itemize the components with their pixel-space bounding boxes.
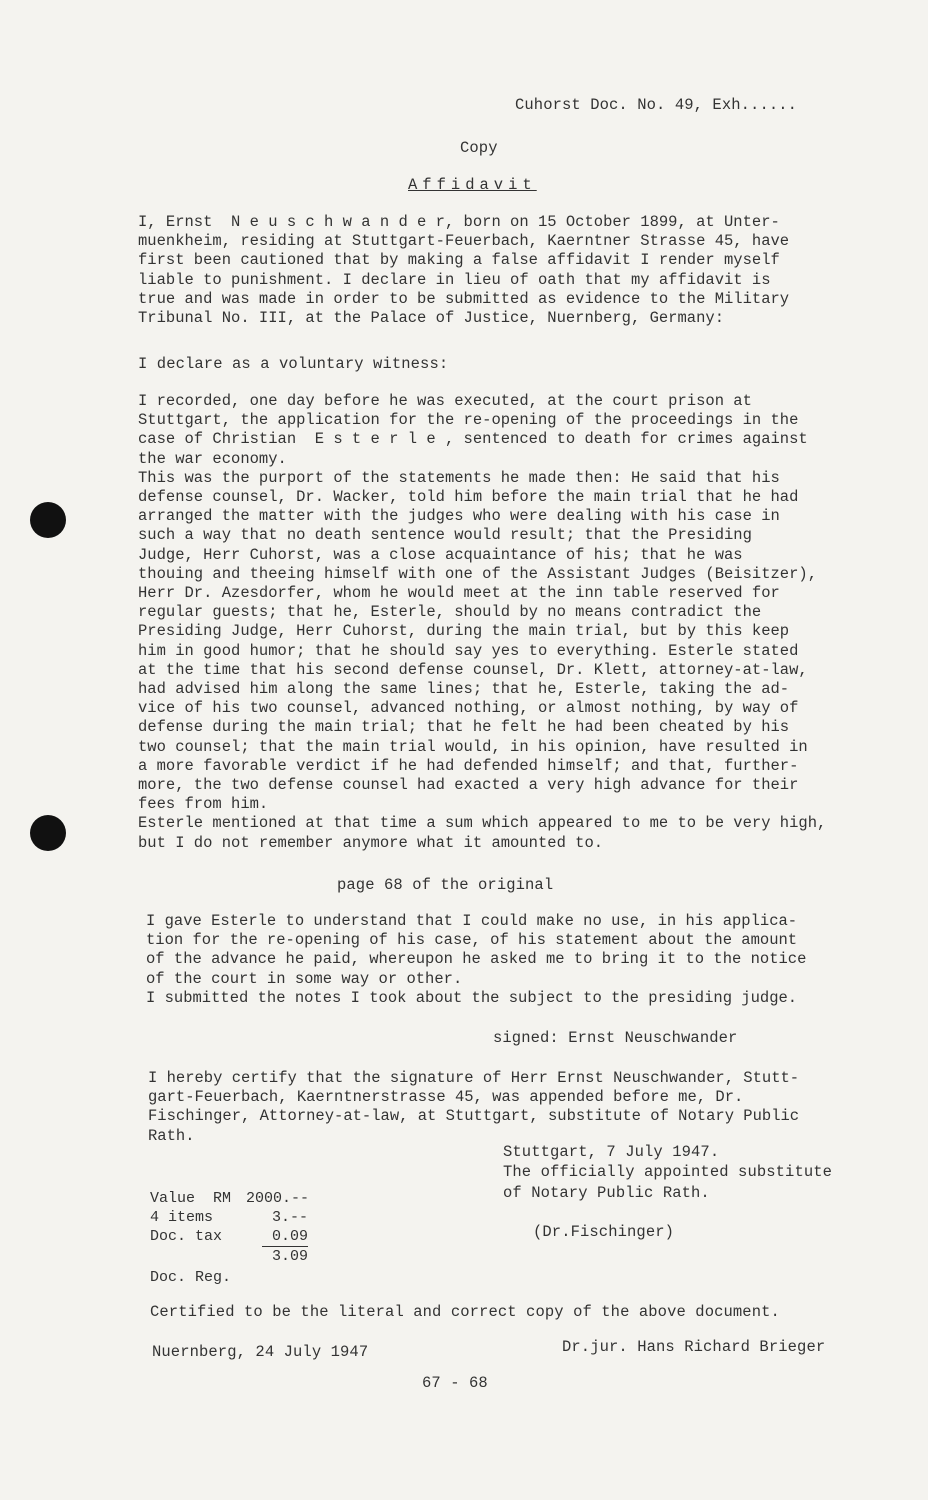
footer-place-date: Nuernberg, 24 July 1947 bbox=[152, 1343, 369, 1361]
notary-name: (Dr.Fischinger) bbox=[533, 1223, 675, 1241]
text-line: him in good humor; that he should say yes to everything. Esterle stated bbox=[138, 641, 799, 660]
text-line: thouing and theeing himself with one of the Assistant Judges (Beisitzer), bbox=[138, 564, 818, 583]
text-line: Esterle mentioned at that time a sum which appeared to me to be very high, bbox=[138, 814, 827, 833]
text-line: Stuttgart, the application for the re-opening of the proceedings in the bbox=[138, 411, 799, 430]
text-line: true and was made in order to be submitted as evidence to the Military bbox=[138, 289, 790, 308]
declare-line: I declare as a voluntary witness: bbox=[138, 355, 449, 373]
punch-hole bbox=[30, 815, 66, 851]
fee-amount: 2000.-- bbox=[246, 1190, 310, 1207]
text-line: Presiding Judge, Herr Cuhorst, during the main trial, but by this keep bbox=[138, 622, 790, 641]
signed-line: signed: Ernst Neuschwander bbox=[493, 1029, 738, 1047]
notary-role-line: of Notary Public Rath. bbox=[503, 1184, 710, 1202]
text-line: I, Ernst N e u s c h w a n d e r, born on 15 October 1899, at Unter- bbox=[138, 213, 780, 231]
text-line: the war economy. bbox=[138, 449, 287, 468]
text-line: I gave Esterle to understand that I could make no use, in his applica- bbox=[146, 912, 798, 930]
text-line: This was the purport of the statements he made then: He said that his bbox=[138, 468, 780, 487]
text-line: muenkheim, residing at Stuttgart-Feuerbach, Kaerntner Strasse 45, have bbox=[138, 232, 790, 251]
text-line: Rath. bbox=[148, 1126, 195, 1145]
text-line: I submitted the notes I took about the subject to the presiding judge. bbox=[146, 988, 798, 1007]
fee-label: Value RM bbox=[150, 1190, 232, 1207]
fee-amount: 3.-- bbox=[272, 1209, 309, 1226]
punch-hole bbox=[30, 502, 66, 538]
text-line: of the court in some way or other. bbox=[146, 969, 463, 988]
text-line: had advised him along the same lines; that he, Esterle, taking the ad- bbox=[138, 680, 790, 699]
text-line: but I do not remember anymore what it amounted to. bbox=[138, 833, 604, 852]
text-line: Herr Dr. Azesdorfer, whom he would meet at the inn table reserved for bbox=[138, 584, 780, 603]
text-line: a more favorable verdict if he had defended himself; and that, further- bbox=[138, 756, 799, 775]
text-line: fees from him. bbox=[138, 795, 269, 814]
fee-label: Doc. tax bbox=[150, 1228, 223, 1245]
text-line: arranged the matter with the judges who were dealing with his case in bbox=[138, 507, 780, 526]
text-line: I hereby certify that the signature of Herr Ernst Neuschwander, Stutt- bbox=[148, 1069, 800, 1087]
document-title: Affidavit bbox=[408, 176, 537, 194]
text-line: liable to punishment. I declare in lieu of oath that my affidavit is bbox=[138, 270, 771, 289]
fee-amount: 0.09 bbox=[272, 1228, 309, 1245]
page-note: page 68 of the original bbox=[337, 876, 554, 894]
text-line: tion for the re-opening of his case, of his statement about the amount bbox=[146, 931, 798, 950]
footer-signer: Dr.jur. Hans Richard Brieger bbox=[562, 1338, 826, 1356]
text-line: defense during the main trial; that he felt he had been cheated by his bbox=[138, 718, 790, 737]
text-line: regular guests; that he, Esterle, should by no means contradict the bbox=[138, 603, 762, 622]
text-line: first been cautioned that by making a false affidavit I render myself bbox=[138, 251, 780, 270]
text-line: two counsel; that the main trial would, in his opinion, have resulted in bbox=[138, 737, 808, 756]
text-line: at the time that his second defense counsel, Dr. Klett, attorney-at-law, bbox=[138, 660, 808, 679]
page-numbers: 67 - 68 bbox=[422, 1374, 488, 1392]
text-line: gart-Feuerbach, Kaerntnerstrasse 45, was appended before me, Dr. bbox=[148, 1088, 744, 1107]
certified-copy-line: Certified to be the literal and correct copy of the above document. bbox=[150, 1303, 780, 1321]
text-line: Tribunal No. III, at the Palace of Justice, Nuernberg, Germany: bbox=[138, 309, 724, 328]
notary-role-line: The officially appointed substitute bbox=[503, 1163, 833, 1181]
statement-paragraph bbox=[138, 392, 838, 853]
doc-reg-label: Doc. Reg. bbox=[150, 1269, 232, 1286]
text-line: defense counsel, Dr. Wacker, told him before the main trial that he had bbox=[138, 488, 799, 507]
notary-place-date: Stuttgart, 7 July 1947. bbox=[503, 1143, 720, 1161]
text-line: more, the two defense counsel had exacted a very high advance for their bbox=[138, 776, 799, 795]
text-line: vice of his two counsel, advanced nothing, or almost nothing, by way of bbox=[138, 699, 799, 718]
text-line: of the advance he paid, whereupon he asked me to bring it to the notice bbox=[146, 950, 807, 969]
copy-label: Copy bbox=[460, 139, 498, 157]
fee-total: 3.09 bbox=[262, 1246, 308, 1267]
document-reference: Cuhorst Doc. No. 49, Exh...... bbox=[515, 96, 798, 114]
intro-paragraph bbox=[138, 213, 838, 328]
text-line: such a way that no death sentence would result; that the Presiding bbox=[138, 526, 752, 545]
text-line: I recorded, one day before he was executed, at the court prison at bbox=[138, 392, 752, 410]
text-line: case of Christian E s t e r l e , sentenced to death for crimes against bbox=[138, 430, 808, 449]
fee-label: 4 items bbox=[150, 1209, 214, 1226]
certification-paragraph bbox=[148, 1069, 848, 1146]
text-line: Fischinger, Attorney-at-law, at Stuttgart, substitute of Notary Public bbox=[148, 1107, 800, 1126]
text-line: Judge, Herr Cuhorst, was a close acquaintance of his; that he was bbox=[138, 545, 743, 564]
closing-paragraph bbox=[146, 912, 846, 1008]
